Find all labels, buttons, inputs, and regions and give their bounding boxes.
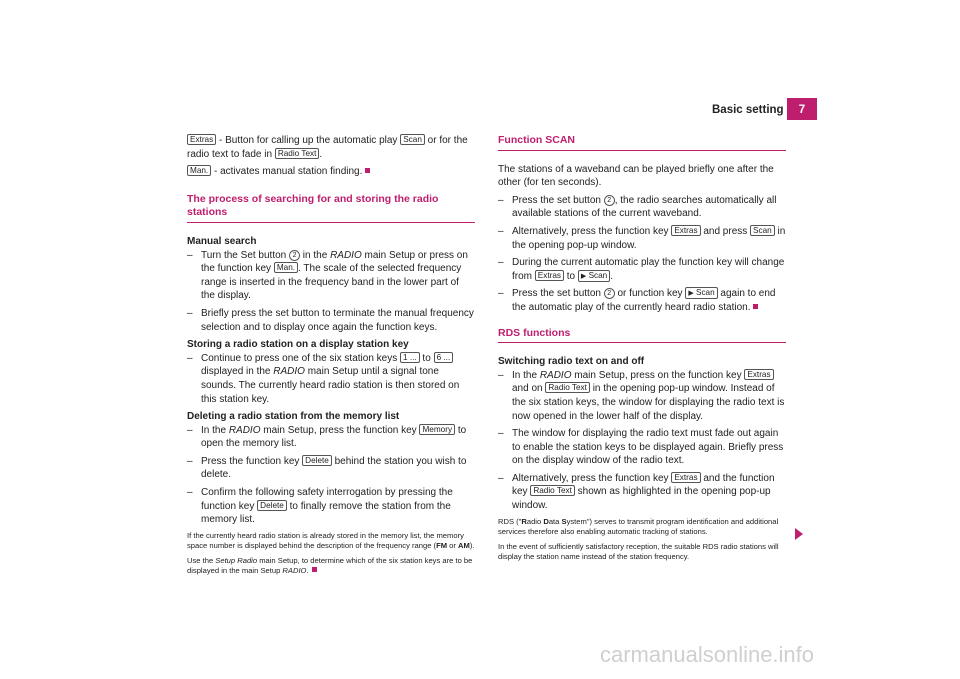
section-title-rds: RDS functions — [498, 327, 786, 344]
note-memory: If the currently heard radio station is already stored in the memory list, the memory space number is displayed behind the description of the frequency range (FM or AM). — [187, 530, 475, 551]
left-column — [187, 134, 475, 577]
page-number: 7 — [787, 98, 817, 120]
extras-key: Extras — [535, 270, 564, 281]
list-item: – Turn the Set button 2 in the RADIO main Setup or press on the function key Man. . The scale of the selected frequency range is inserted in the frequency band in the lower part of the display. — [187, 249, 475, 303]
extras-key: Extras — [671, 225, 700, 236]
delete-key: Delete — [257, 500, 287, 511]
list-item: – Alternatively, press the function key Extras and press Scan in the opening pop-up window. — [498, 225, 786, 252]
scan-list — [498, 194, 786, 315]
play-icon: ▶ — [688, 290, 694, 298]
list-item: – During the current automatic play the function key will change from Extras to ▶ Scan . — [498, 256, 786, 283]
list-item: – The window for displaying the radio text must fade out again to enable the station keys to be displayed again. Briefly press on the display window of the radio text. — [498, 427, 786, 468]
man-intro — [187, 165, 475, 179]
extras-key: Extras — [744, 369, 773, 380]
list-item: – Briefly press the set button to terminate the manual frequency selection and to display once again the function keys. — [187, 307, 475, 334]
set-button-icon: 2 — [604, 288, 615, 299]
delete-key: Delete — [302, 455, 332, 466]
play-scan-key: ▶ Scan — [685, 287, 717, 299]
storing-list — [187, 352, 475, 406]
extras-key: Extras — [187, 134, 216, 145]
next-page-arrow-icon — [795, 528, 803, 540]
play-scan-key: ▶ Scan — [578, 270, 610, 282]
page-header-title: Basic setting — [712, 104, 784, 116]
deleting-list — [187, 424, 475, 527]
section-end-mark — [365, 168, 370, 173]
station-key-6: 6 ... — [434, 352, 454, 363]
man-key: Man. — [274, 262, 298, 273]
deleting-heading: Deleting a radio station from the memory list — [187, 411, 400, 423]
list-item: – Continue to press one of the six station keys 1 ... to 6 ... displayed in the RADIO main Setup until a signal tone sounds. The currently heard radio station is then stored on this station key. — [187, 352, 475, 406]
set-button-icon: 2 — [289, 250, 300, 261]
man-key: Man. — [187, 165, 211, 176]
radio-text-key: Radio Text — [275, 148, 320, 159]
section-title-search: The process of searching for and storing the radio stations — [187, 193, 475, 223]
list-item: – Press the set button 2 , the radio searches automatically all available stations of the current waveband. — [498, 194, 786, 221]
section-title-scan: Function SCAN — [498, 134, 786, 151]
section-end-mark — [753, 304, 758, 309]
list-item: – Press the set button 2 or function key ▶ Scan again to end the automatic play of the currently heard radio station. — [498, 287, 786, 314]
rds-reception-note: In the event of sufficiently satisfactory reception, the suitable RDS radio stations will display the station name instead of the station frequency. — [498, 541, 779, 562]
station-key-1: 1 ... — [400, 352, 420, 363]
scan-key: Scan — [750, 225, 775, 236]
watermark: carmanualsonline.info — [600, 642, 815, 667]
right-column — [498, 134, 786, 563]
list-item: – Press the function key Delete behind the station you wish to delete. — [187, 455, 475, 482]
list-item: – Confirm the following safety interrogation by pressing the function key Delete to finally remove the station from the memory list. — [187, 486, 475, 527]
rds-list — [498, 369, 786, 513]
storing-heading: Storing a radio station on a display station key — [187, 339, 409, 351]
list-item: – In the RADIO main Setup, press the function key Memory to open the memory list. — [187, 424, 475, 451]
intro-text-2: - activates manual station finding. — [211, 166, 363, 178]
memory-key: Memory — [419, 424, 455, 435]
manual-search-heading: Manual search — [187, 235, 257, 247]
rds-note: RDS ("Radio Data System") serves to transmit program identification and additional services therefore also enabling automatic tracking of stations. — [498, 516, 779, 537]
play-icon: ▶ — [580, 272, 587, 280]
list-item: – In the RADIO main Setup, press on the function key Extras and on Radio Text in the opening pop-up window. Instead of the six station keys, the window for displaying the radio text is now opened in the lower half of the display. — [498, 369, 786, 423]
extras-intro: Extras - Button for calling up the automatic play Scan or for the radio text to fade in Radio Text . — [187, 135, 468, 160]
radio-text-key: Radio Text — [545, 382, 590, 393]
extras-key: Extras — [671, 472, 700, 483]
scan-intro: The stations of a waveband can be played briefly one after the other (for ten seconds). — [498, 163, 774, 189]
list-item: – Alternatively, press the function key Extras and the function key Radio Text shown as highlighted in the opening pop-up window. — [498, 472, 786, 513]
set-button-icon: 2 — [604, 195, 615, 206]
intro-text-1b: or for the radio text to fade in — [187, 135, 468, 160]
manual-search-list — [187, 249, 475, 335]
scan-key: Scan — [400, 134, 425, 145]
note-setup: Use the Setup Radio main Setup, to determine which of the six station keys are to be displayed in the main Setup RADIO. — [187, 555, 473, 576]
section-end-mark — [312, 567, 317, 572]
radio-text-key: Radio Text — [530, 485, 575, 496]
intro-text-1: - Button for calling up the automatic play — [216, 135, 401, 146]
rds-heading: Switching radio text on and off — [498, 356, 645, 368]
